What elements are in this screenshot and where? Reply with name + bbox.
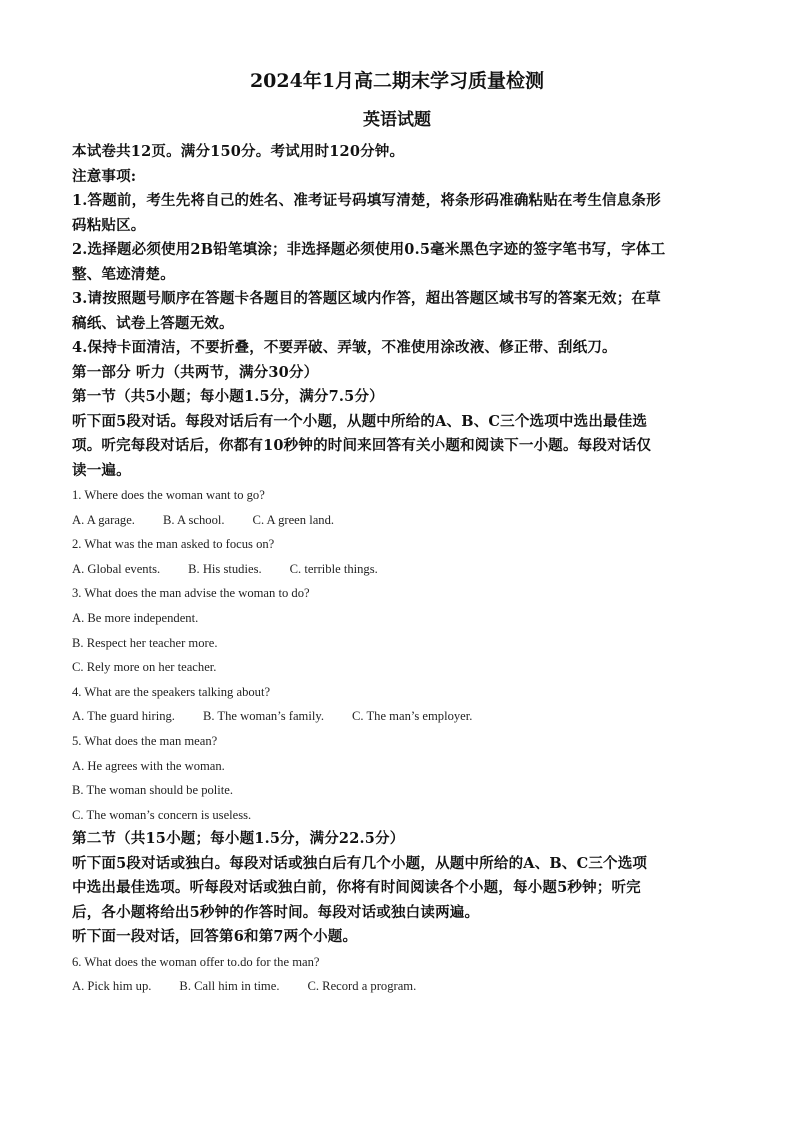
exam-title: 2024年1月高二期末学习质量检测 [249, 70, 545, 92]
section2-instruction: 中选出最佳选项。听每段对话或独白前，你将有时间阅读各个小题，每小题5秒钟；听完 [72, 879, 641, 897]
question-options [72, 508, 722, 533]
option-b: B. A school. [162, 512, 225, 527]
notice-line: 3.请按照题号顺序在答题卡各题目的答题区域内作答，超出答题区域书写的答案无效；在草 [72, 290, 661, 307]
notice-line: 稿纸、试卷上答题无效。 [72, 314, 234, 332]
option-a: A. He agrees with the woman. [72, 758, 225, 773]
option-b: B. The woman’s family. [202, 709, 324, 724]
section1-instruction: 听下面5段对话。每段对话后有一个小题，从题中所给的A、B、C三个选项中选出最佳选 [72, 412, 648, 430]
question-stem: 4. What are the speakers talking about? [72, 684, 271, 699]
notice-heading: 注意事项: [72, 167, 137, 185]
question-options [72, 974, 722, 999]
option-c: C. The man’s employer. [351, 709, 473, 724]
question-stem: 6. What does the woman offer to.do for the man? [72, 954, 320, 969]
exam-page [72, 68, 722, 999]
option-a: A. The guard hiring. [72, 709, 175, 724]
section1-heading: 第一节（共5小题；每小题1.5分，满分7.5分） [72, 388, 384, 405]
option-b: B. Call him in time. [179, 979, 280, 994]
question-options [72, 557, 722, 582]
option-a: A. Be more independent. [72, 610, 199, 625]
section2-heading: 第二节（共15小题；每小题1.5分，满分22.5分） [72, 830, 405, 848]
option-c: C. The woman’s concern is useless. [72, 807, 252, 822]
option-c: C. A green land. [252, 512, 335, 527]
section2-instruction: 听下面5段对话或独白。每段对话或独白后有几个小题，从题中所给的A、B、C三个选项 [72, 854, 648, 872]
question-stem: 3. What does the man advise the woman to do? [72, 586, 310, 601]
question-stem: 5. What does the man mean? [72, 733, 218, 748]
exam-subtitle: 英语试题 [363, 110, 431, 130]
question-stem: 1. Where does the woman want to go? [72, 488, 265, 502]
option-a: A. Pick him up. [72, 979, 152, 994]
option-c: C. terrible things. [289, 561, 378, 576]
section1-instruction: 项。听完每段对话后，你都有10秒钟的时间来回答有关小题和阅读下一小题。每段对话仅 [72, 437, 652, 454]
notice-line: 2.选择题必须使用2B铅笔填涂；非选择题必须使用0.5毫米黑色字迹的签字笔书写，字体工 [72, 241, 666, 258]
notice-line: 整、笔迹清楚。 [72, 265, 175, 283]
question-stem: 2. What was the man asked to focus on? [72, 537, 275, 552]
option-b: B. His studies. [188, 561, 262, 576]
notice-line: 4.保持卡面清洁，不要折叠，不要弄破、弄皱，不准使用涂改液、修正带、刮纸刀。 [72, 339, 617, 356]
option-c: C. Rely more on her teacher. [72, 660, 217, 675]
notice-line: 1.答题前，考生先将自己的姓名、准考证号码填写清楚，将条形码准确粘贴在考生信息条形 [72, 192, 661, 209]
question-options [72, 704, 722, 729]
notice-line: 码粘贴区。 [72, 216, 146, 234]
option-c: C. Record a program. [307, 979, 417, 994]
exam-summary: 本试卷共12页。满分150分。考试用时120分钟。 [72, 143, 405, 160]
option-b: B. Respect her teacher more. [72, 635, 218, 650]
section2-instruction: 后，各小题将给出5秒钟的作答时间。每段对话或独白读两遍。 [72, 903, 480, 921]
group-note: 听下面一段对话，回答第6和第7两个小题。 [72, 928, 358, 946]
part1-heading: 第一部分 听力（共两节，满分30分） [72, 363, 319, 381]
option-a: A. Global events. [72, 561, 161, 576]
section1-instruction: 读一遍。 [72, 461, 131, 479]
option-b: B. The woman should be polite. [72, 783, 234, 798]
option-a: A. A garage. [72, 512, 135, 527]
